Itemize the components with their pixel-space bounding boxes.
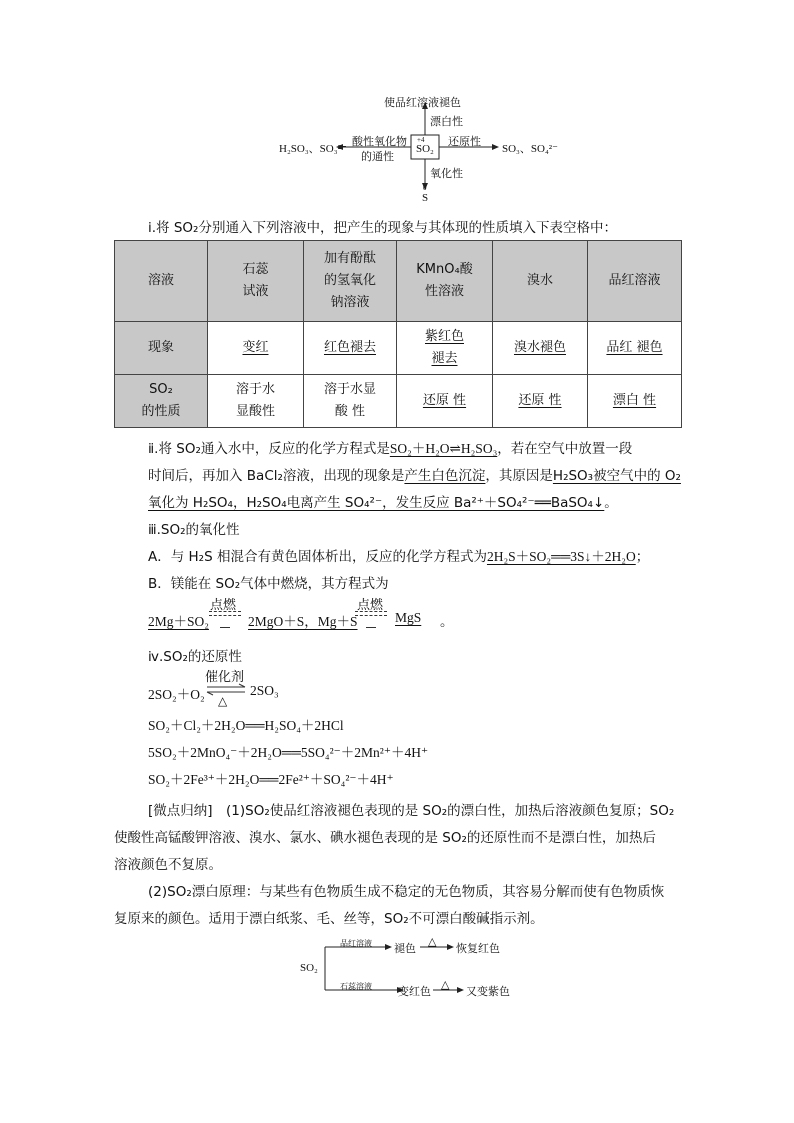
question-iii-title: ⅲ.SO₂的氧化性 [148,522,240,538]
answer-text: 还原 性 [518,393,562,408]
header-text: 加有酚酞 的氢氧化 钠溶液 [323,251,376,310]
row-header [115,375,208,428]
heat-symbol: △ [218,694,228,708]
equation-1-left: 2SO₂＋O₂ [148,687,205,702]
table-cell [397,322,493,375]
answer-text: 溶于水显 酸 性 [323,382,376,419]
answer-text: 2Mg＋SO₂ [148,614,209,629]
answer-text: 溶于水 显酸性 [235,382,275,419]
text: 。 [440,614,454,630]
header-text: 石蕊 试液 [242,262,269,299]
table-header-cell [397,241,493,322]
dash-mark [366,627,376,628]
table-cell [304,375,397,428]
table-cell [397,375,493,428]
diagram-left-edge-1: 酸性氧化物 [352,136,407,148]
dash-mark [220,627,230,628]
summary-p2-line2: 复原来的颜色。适用于漂白纸浆、毛、丝等，SO₂不可漂白酸碱指示剂。 [114,911,544,927]
lower-result: 变红色 [398,985,431,998]
text: ，若在空气中放置一段 [497,441,633,457]
table-header-row [115,241,682,322]
question-ii-line2 [148,464,681,484]
answer-text: 变红 [242,340,269,355]
answer-text: MgS [395,610,422,625]
table-header-cell: 品红溶液 [588,241,682,322]
table-cell [208,375,304,428]
table-header-cell: 溶液 [115,241,208,322]
equals-line [209,611,241,612]
answer-text: 氧化为 H₂SO₄，H₂SO₄电离产生 SO₄²⁻，发生反应 Ba²⁺＋SO₄²⁻══BaSO₄↓ [148,495,605,511]
answer-text: SO₂＋H₂O⇌H₂SO₃ [389,441,498,456]
summary-p1-line3: 溶液颜色不复原。 [114,857,222,873]
answer-text: 产生白色沉淀 [404,468,486,484]
table-cell [588,322,682,375]
upper-result: 褪色 [394,942,416,955]
table-header-cell [208,241,304,322]
diagram-center-ox: +4 [417,136,425,144]
question-iii-a [148,545,649,565]
equals-line [209,615,241,616]
text: A．与 H₂S 相混合有黄色固体析出，反应的化学方程式为 [148,549,487,565]
table-header-cell: 溴水 [493,241,588,322]
condition-text: 点燃 [357,598,384,613]
answer-text: 品红 褪色 [606,340,663,355]
answer-text: 2H₂S＋SO₂══3S↓＋2H₂O [486,549,636,564]
question-iii-b: B．镁能在 SO₂气体中燃烧，其方程式为 [148,576,389,592]
question-iv-title: ⅳ.SO₂的还原性 [148,649,242,665]
row-header: 现象 [115,322,208,375]
table-cell [493,322,588,375]
equation-1-right: 2SO₃ [250,683,279,698]
lower-heat: △ [441,978,450,991]
upper-reagent-label: 品红溶液 [340,939,372,948]
diagram-bottom-ox: 0 [423,184,427,192]
equation-3: 5SO₂＋2MnO₄⁻＋2H₂O══5SO₄²⁻＋2Mn²⁺＋4H⁺ [148,745,429,760]
summary-p1-line2: 使酸性高锰酸钾溶液、溴水、氯水、碘水褪色表现的是 SO₂的还原性而不是漂白性，加热后 [114,830,656,846]
diagram-right-edge: 还原性 [448,136,481,148]
bleaching-source: SO₂ [300,962,318,974]
summary-p1-line1: [微点归纳] (1)SO₂使品红溶液褪色表现的是 SO₂的漂白性，加热后溶液颜色复原；SO₂ [148,803,675,819]
question-i-intro: ⅰ.将 SO₂分别通入下列溶液中，把产生的现象与其体现的性质填入下表空格中： [148,220,617,236]
diagram-right-node: SO₃、SO₄²⁻ [502,143,558,155]
upper-final: 恢复红色 [456,942,500,955]
table-row-property [115,375,682,428]
diagram-center-node: SO₂ [416,143,434,155]
table-cell [588,375,682,428]
table-row-phenomenon [115,322,682,375]
question-ii-line1 [148,437,632,457]
catalyst-label: 催化剂 [205,670,245,685]
text: ⅱ.将 SO₂通入水中，反应的化学方程式是 [148,441,390,457]
equation-4: SO₂＋2Fe³⁺＋2H₂O══2Fe²⁺＋SO₄²⁻＋4H⁺ [148,772,394,787]
table-header-cell [304,241,397,322]
diagram-left-node: H₂SO₃、SO₃²⁻ [279,143,347,155]
diagram-top-edge: 漂白性 [430,116,463,128]
condition-text: 点燃 [210,598,237,613]
answer-text: 紫红色 褪去 [424,329,464,366]
table-cell [493,375,588,428]
diagram-bottom-node: S [422,192,429,204]
question-ii-line3 [148,491,618,511]
answer-text: 红色褪去 [323,340,376,355]
answer-text: 还原 性 [422,393,467,408]
text: 时间后，再加入 BaCl₂溶液，出现的现象是 [148,468,405,484]
table-cell [208,322,304,375]
equals-line [355,615,387,616]
diagram-bottom-edge: 氧化性 [430,168,463,180]
lower-final: 又变紫色 [466,985,510,998]
answer-text: 溴水褪色 [513,340,566,355]
property-table [114,240,682,428]
diagram-left-edge-2: 的通性 [361,151,394,163]
lower-reagent-label: 石蕊溶液 [340,982,372,991]
table-cell [304,322,397,375]
text: ； [635,549,650,565]
summary-p2-line1: (2)SO₂漂白原理：与某些有色物质生成不稳定的无色物质，其容易分解而使有色物质恢 [148,884,665,900]
text: ，其原因是 [485,468,553,484]
answer-text: H₂SO₃被空气中的 O₂ [552,468,681,484]
answer-text: 漂白 性 [612,393,657,408]
equation-2: SO₂＋Cl₂＋2H₂O══H₂SO₄＋2HCl [148,718,344,733]
text: 。 [604,495,618,511]
equals-line [355,611,387,612]
diagram-top-label: 使品红溶液褪色 [384,97,461,109]
row-header-text: SO₂ 的性质 [141,382,181,419]
upper-heat: △ [428,935,437,948]
answer-text: 2MgO＋S，Mg＋S [248,614,358,629]
header-text: KMnO₄酸 性溶液 [416,262,473,299]
